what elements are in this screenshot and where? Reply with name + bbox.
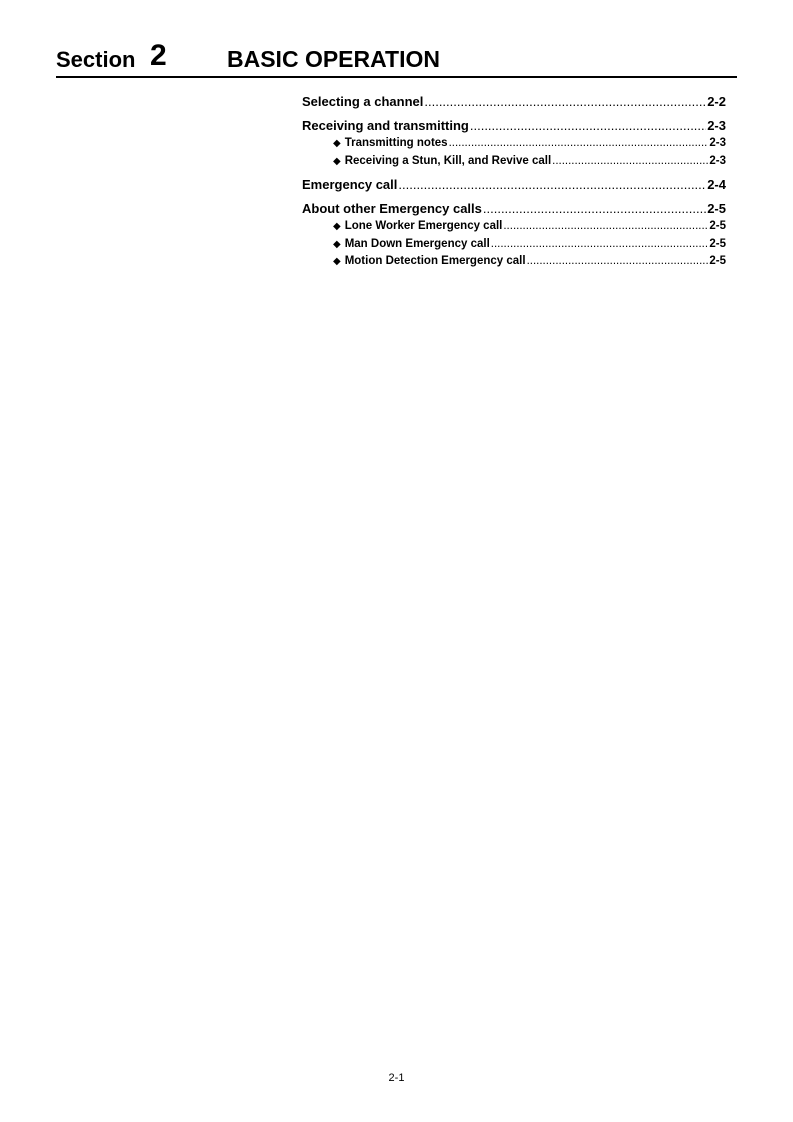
toc-subentry-lone-worker[interactable] [302,218,726,236]
toc-entry-label: Man Down Emergency call [344,237,490,250]
toc-leader-dots [449,135,709,153]
toc-entry-page: 2-3 [709,154,726,167]
toc-entry-page: 2-5 [709,255,726,267]
toc-leader-dots [470,117,706,135]
toc-entry-label: Receiving and transmitting [302,118,469,133]
toc-leader-dots [503,218,708,236]
page-number: 2-1 [388,1072,405,1084]
toc-entry-label: About other Emergency calls [302,201,482,216]
toc-entry-label: Emergency call [302,177,398,192]
section-title: BASIC OPERATION [227,46,440,72]
toc-leader-dots [398,176,706,194]
toc-entry-label: Transmitting notes [344,137,448,149]
toc-entry-page: 2-2 [707,94,726,109]
toc-entry-label: Receiving a Stun, Kill, and Revive call [344,154,552,167]
toc-entry-emergency-call[interactable] [302,176,726,194]
toc-entry-page: 2-4 [707,177,726,192]
toc-subentry-motion-detection[interactable] [302,253,726,271]
toc-entry-other-emergency-calls[interactable] [302,200,726,218]
toc-entry-receiving-and-transmitting[interactable] [302,117,726,135]
section-number: 2 [150,39,167,72]
toc-entry-label: Lone Worker Emergency call [344,220,503,232]
toc-subentry-stun-kill-revive[interactable] [302,153,726,171]
diamond-bullet-icon: ◆ [333,238,341,250]
toc-leader-dots [552,153,708,171]
section-word: Section [56,47,136,72]
toc-entry-page: 2-5 [707,201,726,216]
toc-entry-page: 2-5 [709,220,726,232]
toc-leader-dots [491,236,709,254]
toc-leader-dots [424,93,706,111]
toc-entry-page: 2-3 [707,118,726,133]
toc-entry-label: Motion Detection Emergency call [344,255,526,267]
toc-leader-dots [483,200,706,218]
diamond-bullet-icon: ◆ [333,155,341,167]
toc-entry-label: Selecting a channel [302,94,424,109]
toc-leader-dots [527,253,709,271]
diamond-bullet-icon: ◆ [333,221,341,232]
toc-entry-page: 2-3 [709,137,726,149]
diamond-bullet-icon: ◆ [333,256,341,267]
section-header [56,38,737,78]
diamond-bullet-icon: ◆ [333,138,341,149]
toc-subentry-man-down[interactable] [302,236,726,254]
toc-subentry-transmitting-notes[interactable] [302,135,726,153]
table-of-contents [302,93,726,271]
toc-entry-selecting-a-channel[interactable] [302,93,726,111]
toc-entry-page: 2-5 [709,237,726,250]
